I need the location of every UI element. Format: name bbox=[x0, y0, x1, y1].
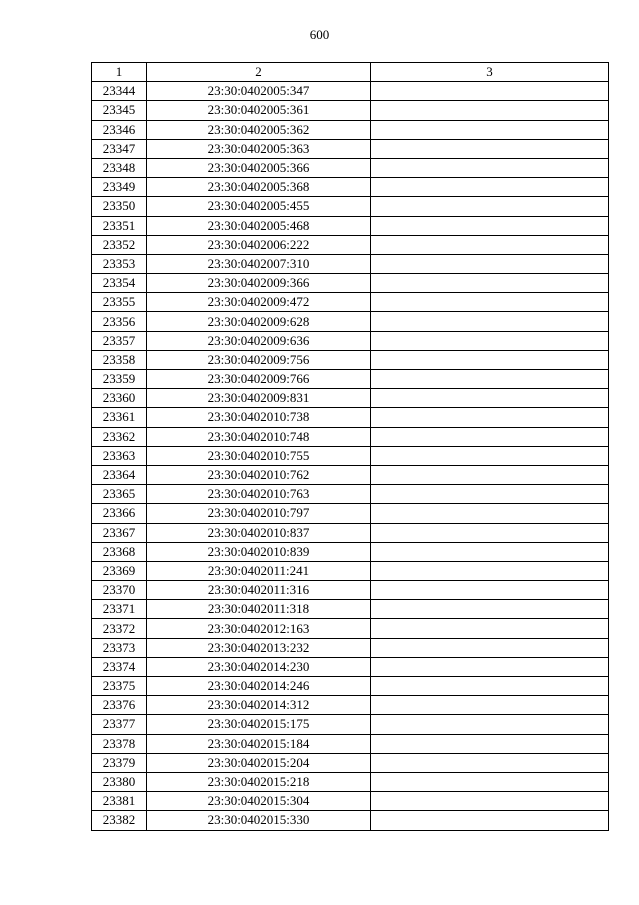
note-cell bbox=[371, 139, 609, 158]
cadastral-number-cell: 23:30:0402005:363 bbox=[147, 139, 371, 158]
table-row bbox=[92, 504, 609, 523]
cadastral-number-cell: 23:30:0402015:218 bbox=[147, 772, 371, 791]
cadastral-number-cell: 23:30:0402015:175 bbox=[147, 715, 371, 734]
cadastral-number-cell: 23:30:0402005:468 bbox=[147, 216, 371, 235]
note-cell bbox=[371, 235, 609, 254]
row-number-cell: 23358 bbox=[92, 350, 147, 369]
row-number-cell: 23359 bbox=[92, 370, 147, 389]
note-cell bbox=[371, 772, 609, 791]
note-cell bbox=[371, 293, 609, 312]
note-cell bbox=[371, 485, 609, 504]
cadastral-number-cell: 23:30:0402010:748 bbox=[147, 427, 371, 446]
table-row bbox=[92, 734, 609, 753]
table-row bbox=[92, 389, 609, 408]
column-header-1: 1 bbox=[92, 63, 147, 82]
table-row bbox=[92, 82, 609, 101]
table-row bbox=[92, 408, 609, 427]
row-number-cell: 23357 bbox=[92, 331, 147, 350]
table-row bbox=[92, 139, 609, 158]
row-number-cell: 23351 bbox=[92, 216, 147, 235]
cadastral-number-cell: 23:30:0402007:310 bbox=[147, 254, 371, 273]
column-header-3: 3 bbox=[371, 63, 609, 82]
note-cell bbox=[371, 197, 609, 216]
table-row bbox=[92, 427, 609, 446]
row-number-cell: 23369 bbox=[92, 561, 147, 580]
table-row bbox=[92, 293, 609, 312]
table-row bbox=[92, 274, 609, 293]
note-cell bbox=[371, 120, 609, 139]
cadastral-number-cell: 23:30:0402005:347 bbox=[147, 82, 371, 101]
row-number-cell: 23377 bbox=[92, 715, 147, 734]
table-row bbox=[92, 235, 609, 254]
note-cell bbox=[371, 254, 609, 273]
table-row bbox=[92, 696, 609, 715]
row-number-cell: 23349 bbox=[92, 178, 147, 197]
note-cell bbox=[371, 792, 609, 811]
row-number-cell: 23356 bbox=[92, 312, 147, 331]
table-row bbox=[92, 715, 609, 734]
table-row bbox=[92, 465, 609, 484]
table-row bbox=[92, 657, 609, 676]
row-number-cell: 23373 bbox=[92, 638, 147, 657]
row-number-cell: 23378 bbox=[92, 734, 147, 753]
cadastral-number-cell: 23:30:0402011:318 bbox=[147, 600, 371, 619]
row-number-cell: 23348 bbox=[92, 158, 147, 177]
row-number-cell: 23381 bbox=[92, 792, 147, 811]
table-row bbox=[92, 120, 609, 139]
cadastral-number-cell: 23:30:0402015:184 bbox=[147, 734, 371, 753]
table-body bbox=[92, 82, 609, 830]
note-cell bbox=[371, 657, 609, 676]
cadastral-number-cell: 23:30:0402010:738 bbox=[147, 408, 371, 427]
note-cell bbox=[371, 638, 609, 657]
row-number-cell: 23368 bbox=[92, 542, 147, 561]
table-row bbox=[92, 753, 609, 772]
table-row bbox=[92, 600, 609, 619]
cadastral-number-cell: 23:30:0402014:230 bbox=[147, 657, 371, 676]
note-cell bbox=[371, 178, 609, 197]
table-row bbox=[92, 523, 609, 542]
cadastral-number-cell: 23:30:0402005:361 bbox=[147, 101, 371, 120]
note-cell bbox=[371, 504, 609, 523]
note-cell bbox=[371, 101, 609, 120]
note-cell bbox=[371, 715, 609, 734]
row-number-cell: 23363 bbox=[92, 446, 147, 465]
row-number-cell: 23365 bbox=[92, 485, 147, 504]
cadastral-number-cell: 23:30:0402010:762 bbox=[147, 465, 371, 484]
row-number-cell: 23352 bbox=[92, 235, 147, 254]
note-cell bbox=[371, 408, 609, 427]
row-number-cell: 23364 bbox=[92, 465, 147, 484]
note-cell bbox=[371, 581, 609, 600]
note-cell bbox=[371, 811, 609, 830]
cadastral-number-cell: 23:30:0402014:246 bbox=[147, 677, 371, 696]
row-number-cell: 23379 bbox=[92, 753, 147, 772]
note-cell bbox=[371, 158, 609, 177]
row-number-cell: 23353 bbox=[92, 254, 147, 273]
row-number-cell: 23380 bbox=[92, 772, 147, 791]
row-number-cell: 23376 bbox=[92, 696, 147, 715]
cadastral-number-cell: 23:30:0402010:797 bbox=[147, 504, 371, 523]
table-row bbox=[92, 811, 609, 830]
cadastral-number-cell: 23:30:0402009:472 bbox=[147, 293, 371, 312]
note-cell bbox=[371, 734, 609, 753]
row-number-cell: 23360 bbox=[92, 389, 147, 408]
cadastral-number-cell: 23:30:0402009:366 bbox=[147, 274, 371, 293]
cadastral-number-cell: 23:30:0402010:755 bbox=[147, 446, 371, 465]
table-row bbox=[92, 370, 609, 389]
note-cell bbox=[371, 696, 609, 715]
row-number-cell: 23370 bbox=[92, 581, 147, 600]
row-number-cell: 23345 bbox=[92, 101, 147, 120]
row-number-cell: 23375 bbox=[92, 677, 147, 696]
note-cell bbox=[371, 312, 609, 331]
note-cell bbox=[371, 542, 609, 561]
column-header-2: 2 bbox=[147, 63, 371, 82]
table-row bbox=[92, 677, 609, 696]
note-cell bbox=[371, 523, 609, 542]
row-number-cell: 23382 bbox=[92, 811, 147, 830]
note-cell bbox=[371, 350, 609, 369]
table-row bbox=[92, 581, 609, 600]
table-row bbox=[92, 101, 609, 120]
note-cell bbox=[371, 619, 609, 638]
row-number-cell: 23350 bbox=[92, 197, 147, 216]
table-row bbox=[92, 446, 609, 465]
cadastral-number-cell: 23:30:0402009:756 bbox=[147, 350, 371, 369]
row-number-cell: 23355 bbox=[92, 293, 147, 312]
row-number-cell: 23346 bbox=[92, 120, 147, 139]
cadastral-number-cell: 23:30:0402010:839 bbox=[147, 542, 371, 561]
row-number-cell: 23367 bbox=[92, 523, 147, 542]
cadastral-number-cell: 23:30:0402010:763 bbox=[147, 485, 371, 504]
table-row bbox=[92, 216, 609, 235]
row-number-cell: 23362 bbox=[92, 427, 147, 446]
row-number-cell: 23361 bbox=[92, 408, 147, 427]
note-cell bbox=[371, 427, 609, 446]
table-row bbox=[92, 158, 609, 177]
cadastral-number-cell: 23:30:0402009:831 bbox=[147, 389, 371, 408]
note-cell bbox=[371, 753, 609, 772]
cadastral-number-cell: 23:30:0402005:368 bbox=[147, 178, 371, 197]
row-number-cell: 23374 bbox=[92, 657, 147, 676]
table-row bbox=[92, 178, 609, 197]
table-row bbox=[92, 331, 609, 350]
table-row bbox=[92, 542, 609, 561]
cadastral-number-cell: 23:30:0402014:312 bbox=[147, 696, 371, 715]
note-cell bbox=[371, 446, 609, 465]
table-row bbox=[92, 561, 609, 580]
cadastral-number-cell: 23:30:0402009:636 bbox=[147, 331, 371, 350]
note-cell bbox=[371, 600, 609, 619]
table-row bbox=[92, 197, 609, 216]
note-cell bbox=[371, 561, 609, 580]
registry-table bbox=[91, 62, 609, 831]
cadastral-number-cell: 23:30:0402005:455 bbox=[147, 197, 371, 216]
cadastral-number-cell: 23:30:0402006:222 bbox=[147, 235, 371, 254]
cadastral-number-cell: 23:30:0402015:330 bbox=[147, 811, 371, 830]
cadastral-number-cell: 23:30:0402009:628 bbox=[147, 312, 371, 331]
cadastral-number-cell: 23:30:0402015:304 bbox=[147, 792, 371, 811]
table-row bbox=[92, 350, 609, 369]
table-row bbox=[92, 638, 609, 657]
table-row bbox=[92, 619, 609, 638]
row-number-cell: 23354 bbox=[92, 274, 147, 293]
table-row bbox=[92, 772, 609, 791]
table-row bbox=[92, 254, 609, 273]
note-cell bbox=[371, 216, 609, 235]
note-cell bbox=[371, 389, 609, 408]
cadastral-number-cell: 23:30:0402011:241 bbox=[147, 561, 371, 580]
page-number: 600 bbox=[309, 27, 330, 42]
row-number-cell: 23344 bbox=[92, 82, 147, 101]
note-cell bbox=[371, 370, 609, 389]
table-header-row bbox=[92, 63, 609, 82]
cadastral-number-cell: 23:30:0402005:362 bbox=[147, 120, 371, 139]
cadastral-number-cell: 23:30:0402012:163 bbox=[147, 619, 371, 638]
cadastral-number-cell: 23:30:0402005:366 bbox=[147, 158, 371, 177]
note-cell bbox=[371, 274, 609, 293]
note-cell bbox=[371, 331, 609, 350]
note-cell bbox=[371, 82, 609, 101]
note-cell bbox=[371, 677, 609, 696]
cadastral-number-cell: 23:30:0402013:232 bbox=[147, 638, 371, 657]
table-row bbox=[92, 312, 609, 331]
cadastral-number-cell: 23:30:0402009:766 bbox=[147, 370, 371, 389]
table-row bbox=[92, 792, 609, 811]
cadastral-number-cell: 23:30:0402010:837 bbox=[147, 523, 371, 542]
cadastral-number-cell: 23:30:0402011:316 bbox=[147, 581, 371, 600]
row-number-cell: 23347 bbox=[92, 139, 147, 158]
cadastral-number-cell: 23:30:0402015:204 bbox=[147, 753, 371, 772]
row-number-cell: 23372 bbox=[92, 619, 147, 638]
table-row bbox=[92, 485, 609, 504]
note-cell bbox=[371, 465, 609, 484]
row-number-cell: 23371 bbox=[92, 600, 147, 619]
row-number-cell: 23366 bbox=[92, 504, 147, 523]
